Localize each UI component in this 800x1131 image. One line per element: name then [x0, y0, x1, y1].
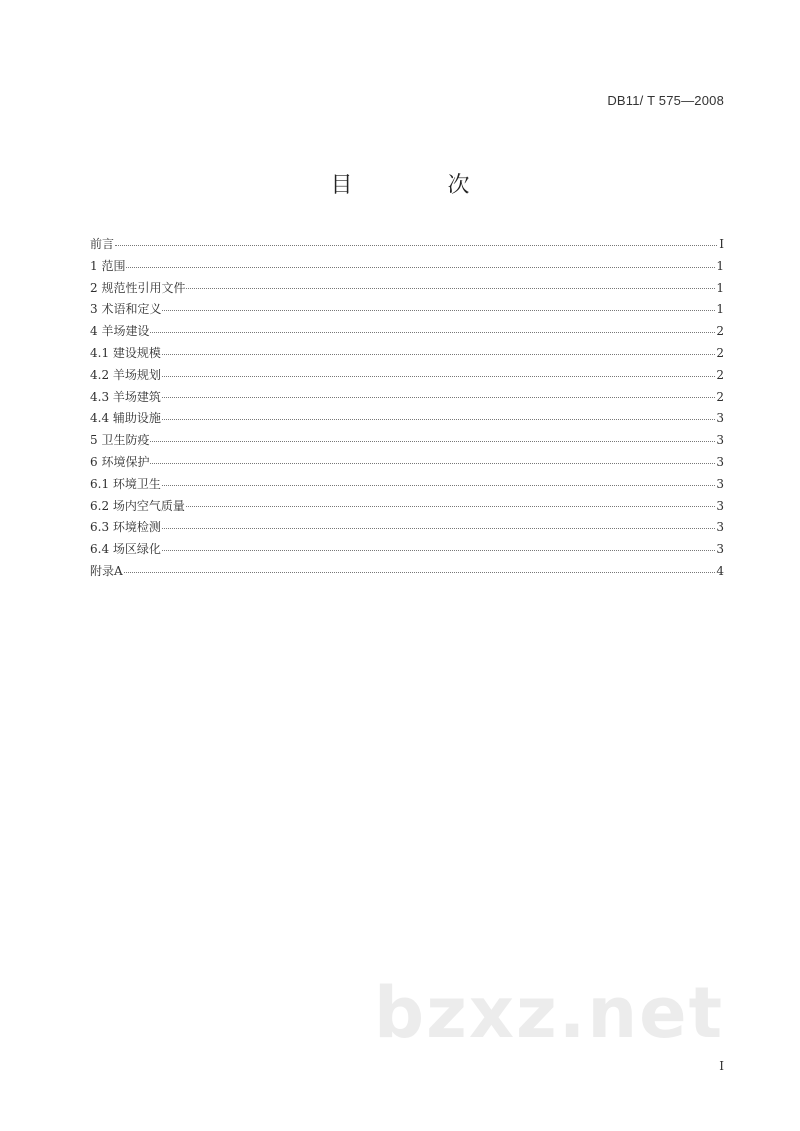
toc-entry-label: 4.2 羊场规划	[90, 367, 161, 382]
toc-entry-label: 5 卫生防疫	[90, 433, 150, 448]
toc-entry-page: 2	[716, 345, 724, 360]
toc-entry-label: 4 羊场建设	[90, 324, 150, 339]
toc-entry-environmental-protection[interactable]	[90, 452, 724, 474]
toc-entry-page: 3	[716, 433, 724, 448]
toc-entry-page: 2	[716, 324, 724, 339]
toc-entry-farm-construction[interactable]	[90, 321, 724, 343]
toc-entry-page: 3	[716, 498, 724, 513]
toc-dot-leader	[186, 288, 715, 289]
toc-entry-page: 1	[716, 302, 724, 317]
toc-entry-page: 3	[716, 454, 724, 469]
toc-entry-auxiliary-facilities[interactable]	[90, 408, 724, 430]
toc-entry-scope[interactable]	[90, 256, 724, 278]
toc-entry-page: 1	[716, 280, 724, 295]
toc-dot-leader	[162, 376, 715, 377]
toc-dot-leader	[150, 332, 715, 333]
toc-dot-leader	[115, 245, 717, 246]
toc-entry-farm-buildings[interactable]	[90, 387, 724, 409]
toc-entry-page: 2	[716, 389, 724, 404]
toc-entry-label: 6.1 环境卫生	[90, 476, 161, 491]
toc-entry-farm-planning[interactable]	[90, 365, 724, 387]
toc-dot-leader	[162, 354, 715, 355]
toc-dot-leader	[162, 310, 715, 311]
toc-entry-environmental-monitoring[interactable]	[90, 517, 724, 539]
toc-entry-page: 1	[716, 258, 724, 273]
toc-entry-label: 4.4 辅助设施	[90, 411, 161, 426]
toc-entry-label: 前言	[90, 237, 115, 251]
page-title: 目 次	[330, 173, 514, 198]
toc-entry-label: 4.1 建设规模	[90, 345, 161, 360]
watermark: bzxz.net	[374, 972, 725, 1054]
toc-entry-greening[interactable]	[90, 539, 724, 561]
toc-dot-leader	[126, 267, 715, 268]
toc-entry-foreword[interactable]	[90, 234, 724, 256]
toc-entry-page: 2	[716, 367, 724, 382]
toc-entry-label: 3 术语和定义	[90, 302, 162, 317]
toc-entry-label: 2 规范性引用文件	[90, 280, 186, 295]
toc-entry-terms-definitions[interactable]	[90, 299, 724, 321]
toc-dot-leader	[162, 550, 715, 551]
toc-dot-leader	[186, 506, 715, 507]
toc-entry-label: 6 环境保护	[90, 454, 150, 469]
toc-dot-leader	[150, 463, 715, 464]
toc-entry-page: 3	[716, 520, 724, 535]
toc-entry-page: 3	[716, 411, 724, 426]
toc-entry-page: 4	[716, 563, 724, 578]
toc-dot-leader	[162, 528, 715, 529]
toc-entry-environmental-hygiene[interactable]	[90, 474, 724, 496]
standard-code: DB11/ T 575—2008	[607, 93, 724, 108]
toc-entry-label: 6.4 场区绿化	[90, 542, 161, 557]
toc-entry-label: 6.3 环境检测	[90, 520, 161, 535]
toc-entry-air-quality[interactable]	[90, 496, 724, 518]
toc-dot-leader	[124, 572, 716, 573]
toc-entry-page: 3	[716, 476, 724, 491]
table-of-contents	[90, 234, 724, 583]
toc-dot-leader	[162, 485, 715, 486]
toc-dot-leader	[162, 419, 715, 420]
toc-entry-label: 附录A	[90, 563, 123, 578]
toc-entry-epidemic-prevention[interactable]	[90, 430, 724, 452]
toc-entry-label: 1 范围	[90, 258, 126, 273]
toc-entry-construction-scale[interactable]	[90, 343, 724, 365]
toc-dot-leader	[150, 441, 715, 442]
toc-entry-page: 3	[716, 542, 724, 557]
toc-entry-label: 6.2 场内空气质量	[90, 498, 185, 513]
toc-entry-page: I	[719, 237, 724, 251]
toc-entry-label: 4.3 羊场建筑	[90, 389, 161, 404]
toc-entry-normative-references[interactable]	[90, 278, 724, 300]
page-number: I	[719, 1059, 724, 1073]
toc-dot-leader	[162, 397, 715, 398]
toc-entry-appendix-a[interactable]	[90, 561, 724, 583]
